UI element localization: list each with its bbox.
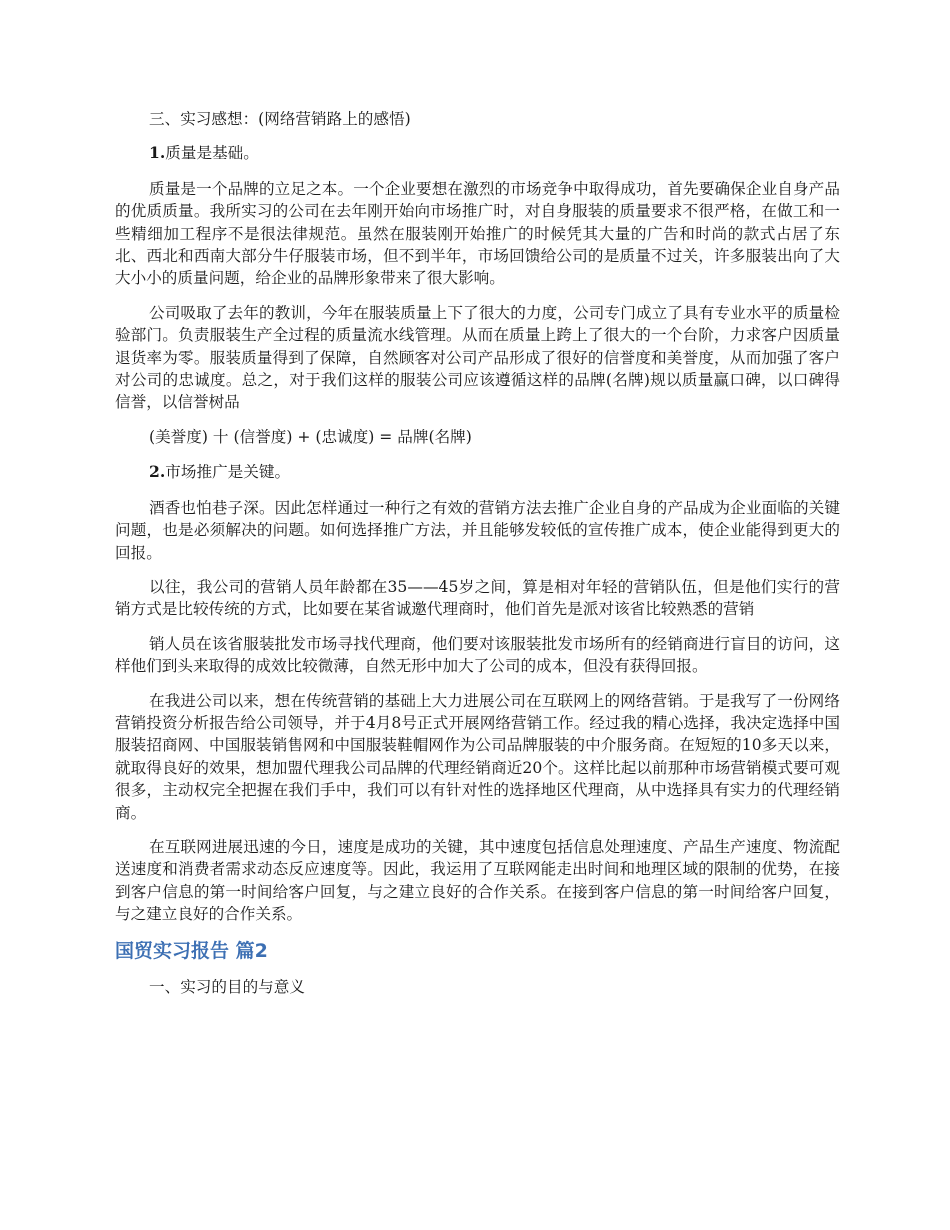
paragraph-traditional-marketing: 以往，我公司的营销人员年龄都在35——45岁之间，算是相对年轻的营销队伍，但是他们实行的营销方式是比较传统的方式，比如要在某省诚邀代理商时，他们首先是派对该省比较熟悉的营销	[115, 577, 840, 619]
document-page	[115, 108, 840, 1010]
paragraph-quality-improvement: 公司吸取了去年的教训，今年在服装质量上下了很大的力度，公司专门成立了具有专业水平的质量检验部门。负责服装生产全过程的质量流水线管理。从而在质量上跨上了很大的一个台阶，力求客户因质量退货率为零。服装质量得到了保障，自然顾客对公司产品形成了很好的信誉度和美誉度，从而加强了客户对公司的忠诚度。总之，对于我们这样的服装公司应该遵循这样的品牌(名牌)规以质量赢口碑，以口碑得信誉，以信誉树品	[115, 303, 840, 412]
section2-subheading: 一、实习的目的与意义	[149, 977, 305, 996]
item2-title: 市场推广是关键。	[165, 463, 291, 482]
paragraph-sales-staff: 销人员在该省服装批发市场寻找代理商，他们要对该服装批发市场所有的经销商进行盲目的访问，这样他们到头来取得的成效比较微薄，自然无形中加大了公司的成本，但没有获得回报。	[115, 634, 840, 676]
item2-heading	[115, 461, 840, 483]
paragraph-online-marketing: 在我进公司以来，想在传统营销的基础上大力进展公司在互联网上的网络营销。于是我写了一份网络营销投资分析报告给公司领导，并于4月8号正式开展网络营销工作。经过我的精心选择，我决定选择中国服装招商网、中国服装销售网和中国服装鞋帽网作为公司品牌服装的中介服务商。在短短的10多天以来，就取得良好的效果，想加盟代理我公司品牌的代理经销商近20个。这样比起以前那种市场营销模式要可观很多，主动权完全把握在我们手中，我们可以有针对性的选择地区代理商，从中选择具有实力的代理经销商。	[115, 691, 840, 822]
brand-formula: (美誉度) 十 (信誉度) + (忠诚度) = 品牌(名牌)	[149, 427, 472, 446]
item1-title: 质量是基础。	[165, 144, 259, 163]
section3-heading: 三、实习感想：(网络营销路上的感悟)	[149, 110, 411, 128]
item2-number: 2.	[149, 462, 166, 482]
item1-heading	[115, 142, 840, 164]
paragraph-promotion: 酒香也怕巷子深。因此怎样通过一种行之有效的营销方法去推广企业自身的产品成为企业面临的关键问题，也是必须解决的问题。如何选择推广方法，并且能够发较低的宣传推广成本，使企业能得到更大的回报。	[115, 498, 840, 562]
item1-number: 1.	[149, 143, 166, 163]
section2-title: 国贸实习报告 篇2	[115, 939, 268, 962]
paragraph-quality-foundation: 质量是一个品牌的立足之本。一个企业要想在激烈的市场竞争中取得成功，首先要确保企业自身产品的优质质量。我所实习的公司在去年刚开始向市场推广时，对自身服装的质量要求不很严格，在做工和一些精细加工程序不是很法律规范。虽然在服装刚开始推广的时候凭其大量的广告和时尚的款式占居了东北、西北和西南大部分牛仔服装市场，但不到半年，市场回馈给公司的是质量不过关，许多服装出向了大大小小的质量问题，给企业的品牌形象带来了很大影响。	[115, 179, 840, 288]
paragraph-speed: 在互联网进展迅速的今日，速度是成功的关键，其中速度包括信息处理速度、产品生产速度、物流配送速度和消费者需求动态反应速度等。因此，我运用了互联网能走出时间和地理区域的限制的优势，在接到客户信息的第一时间给客户回复，与之建立良好的合作关系。在接到客户信息的第一时间给客户回复，与之建立良好的合作关系。	[115, 837, 840, 924]
